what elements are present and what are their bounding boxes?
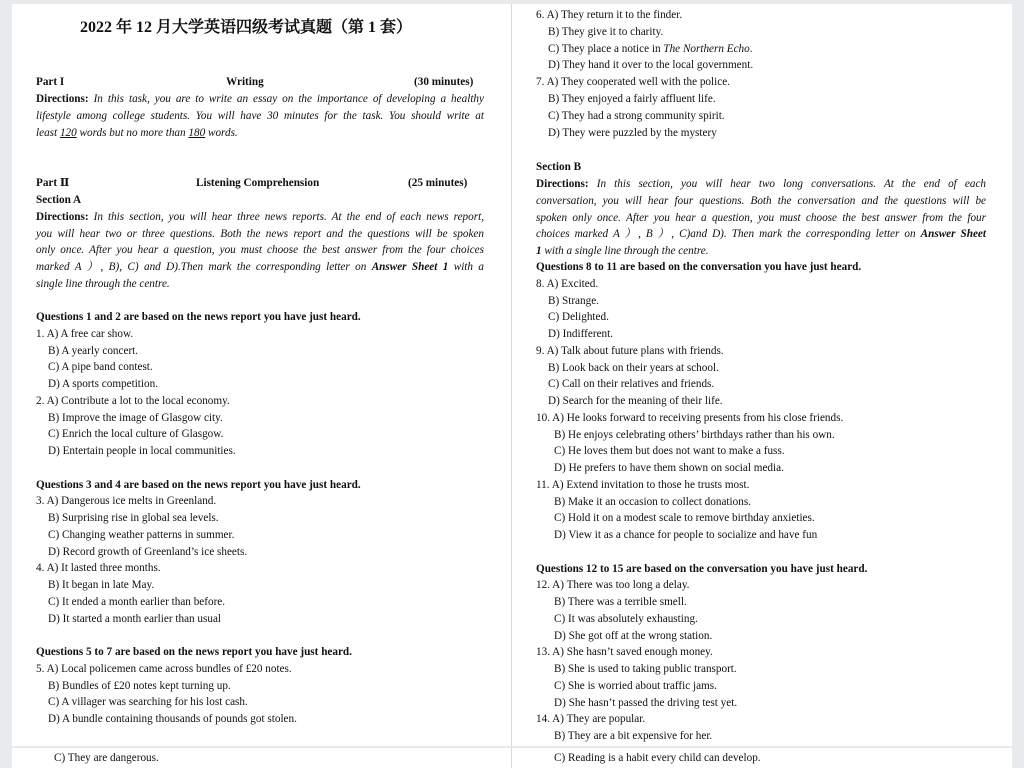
section-b-directions-line: Directions: In this section, you will hear two long conversations. At the end of each	[536, 178, 987, 190]
part1-directions-line: least 120 words but no more than 180 words.	[36, 127, 238, 139]
answer-option: B) They enjoyed a fairly affluent life.	[548, 93, 716, 105]
answer-option: C) Delighted.	[548, 311, 609, 324]
part1-directions-line: Directions: In this task, you are to write an essay on the importance of developing a healthy	[36, 93, 484, 105]
answer-option: B) There was a terrible smell.	[554, 596, 687, 608]
question-item: 2. A) Contribute a lot to the local economy.	[36, 394, 230, 407]
column-divider	[511, 4, 512, 746]
part2-time: (25 minutes)	[408, 177, 468, 189]
min-words: 120	[59, 127, 77, 139]
answer-option: D) They hand it over to the local government.	[548, 59, 754, 72]
part1-directions-line: lifestyle among college students. You will have 30 minutes for the task. You should write at	[36, 110, 484, 122]
section-b-directions-line: spoken only once. After you hear a question, you must choose the best answer from the four	[536, 212, 986, 224]
answer-option: B) She is used to taking public transport.	[554, 663, 737, 675]
question-item: 1. A) A free car show.	[36, 327, 134, 340]
section-b-directions-line: 1 with a single line through the centre.	[536, 245, 709, 257]
answer-option: C) It ended a month earlier than before.	[48, 595, 226, 608]
question-group-heading: Questions 5 to 7 are based on the news report you have just heard.	[36, 646, 352, 658]
answer-option: D) Search for the meaning of their life.	[548, 395, 723, 407]
answer-option: C) Changing weather patterns in summer.	[48, 528, 235, 541]
part2-directions-line: only once. After you hear a question, you must choose the best answer from the four choices	[36, 244, 484, 256]
answer-option: B) They are a bit expensive for her.	[554, 730, 713, 742]
answer-option: B) A yearly concert.	[48, 344, 139, 357]
question-item: 4. A) It lasted three months.	[36, 562, 161, 575]
max-words: 180	[188, 127, 206, 139]
answer-option: B) Look back on their years at school.	[548, 361, 719, 374]
question-item: 8. A) Excited.	[536, 277, 599, 290]
question-item: 13. A) She hasn’t saved enough money.	[536, 646, 713, 659]
next-page-left-line: C) They are dangerous.	[54, 752, 159, 764]
answer-option: D) She got off at the wrong station.	[554, 629, 713, 642]
next-page-preview	[12, 748, 1012, 768]
answer-option: B) Strange.	[548, 294, 599, 307]
section-b-directions-line: conversation, you will hear four questions. Both the conversation and the questions will be	[536, 195, 986, 207]
answer-option: C) They place a notice in The Northern Echo.	[548, 42, 753, 55]
answer-option: B) It began in late May.	[48, 579, 155, 591]
question-group-heading: Questions 3 and 4 are based on the news report you have just heard.	[36, 478, 361, 491]
question-group-heading: Questions 12 to 15 are based on the conversation you have just heard.	[536, 562, 868, 575]
question-group-heading: Questions 1 and 2 are based on the news report you have just heard.	[36, 311, 361, 323]
part1-name: Writing	[226, 76, 264, 88]
section-b-directions-line: choices marked A ）, B ）, C)and D). Then mark the corresponding letter on Answer Sheet	[536, 228, 986, 240]
answer-option: C) A pipe band contest.	[48, 361, 153, 374]
answer-option: D) He prefers to have them shown on social media.	[554, 462, 784, 474]
part2-label: Part Ⅱ	[36, 177, 70, 189]
answer-option: D) It started a month earlier than usual	[48, 612, 222, 625]
answer-option: C) Enrich the local culture of Glasgow.	[48, 428, 224, 441]
answer-option: C) She is worried about traffic jams.	[554, 679, 717, 692]
question-item: 3. A) Dangerous ice melts in Greenland.	[36, 495, 217, 508]
question-item: 5. A) Local policemen came across bundles of £20 notes.	[36, 662, 292, 675]
answer-option: D) Indifferent.	[548, 328, 614, 340]
answer-option: D) View it as a chance for people to socialize and have fun	[554, 529, 818, 541]
answer-option: D) She hasn’t passed the driving test yet.	[554, 696, 738, 709]
question-item: 6. A) They return it to the finder.	[536, 9, 683, 21]
part2-name: Listening Comprehension	[196, 177, 320, 189]
answer-option: B) He enjoys celebrating others’ birthdays rather than his own.	[554, 428, 835, 441]
question-item: 10. A) He looks forward to receiving presents from his close friends.	[536, 411, 844, 424]
answer-option: C) He loves them but does not want to make a fuss.	[554, 445, 785, 458]
answer-option: C) It was absolutely exhausting.	[554, 612, 698, 625]
question-item: 14. A) They are popular.	[536, 713, 646, 726]
document-page	[12, 4, 1012, 746]
question-item: 11. A) Extend invitation to those he trusts most.	[536, 478, 750, 491]
answer-option: C) A villager was searching for his lost cash.	[48, 696, 248, 709]
column-divider	[511, 748, 512, 768]
next-page-right-line: C) Reading is a habit every child can develop.	[554, 752, 761, 764]
page-title: 2022 年 12 月大学英语四级考试真题（第 1 套）	[80, 19, 413, 36]
answer-option: D) A bundle containing thousands of pounds got stolen.	[48, 713, 297, 725]
question-item: 7. A) They cooperated well with the police.	[536, 76, 730, 89]
section-b-heading: Section B	[536, 161, 582, 173]
question-group-heading: Questions 8 to 11 are based on the conversation you have just heard.	[536, 261, 862, 273]
question-item: 12. A) There was too long a delay.	[536, 579, 690, 592]
answer-option: C) Call on their relatives and friends.	[548, 378, 715, 391]
answer-option: B) Make it an occasion to collect donations.	[554, 495, 751, 508]
part2-directions-line: marked A ）, B), C) and D).Then mark the corresponding letter on Answer Sheet 1 with a	[36, 261, 484, 273]
answer-option: B) Bundles of £20 notes kept turning up.	[48, 679, 231, 692]
answer-option: C) They had a strong community spirit.	[548, 109, 725, 122]
answer-option: C) Hold it on a modest scale to remove birthday anxieties.	[554, 512, 815, 525]
newspaper-name: The Northern Echo	[663, 42, 750, 55]
answer-option: D) They were puzzled by the mystery	[548, 126, 717, 139]
part1-label: Part I	[36, 76, 65, 88]
part2-directions-line: you will hear two or three questions. Both the news report and the questions will be spoken	[36, 228, 484, 240]
answer-option: B) Surprising rise in global sea levels.	[48, 512, 219, 524]
answer-option: D) Entertain people in local communities.	[48, 445, 236, 457]
part2-directions-line: single line through the centre.	[36, 278, 170, 290]
answer-option: D) Record growth of Greenland’s ice sheets.	[48, 545, 248, 558]
answer-option: D) A sports competition.	[48, 378, 159, 390]
answer-option: B) They give it to charity.	[548, 25, 664, 38]
part2-directions-line: Directions: In this section, you will hear three news reports. At the end of each news report,	[36, 211, 485, 223]
answer-option: B) Improve the image of Glasgow city.	[48, 411, 223, 424]
part1-time: (30 minutes)	[414, 76, 474, 88]
question-item: 9. A) Talk about future plans with friends.	[536, 344, 724, 357]
section-a-heading: Section A	[36, 194, 82, 206]
